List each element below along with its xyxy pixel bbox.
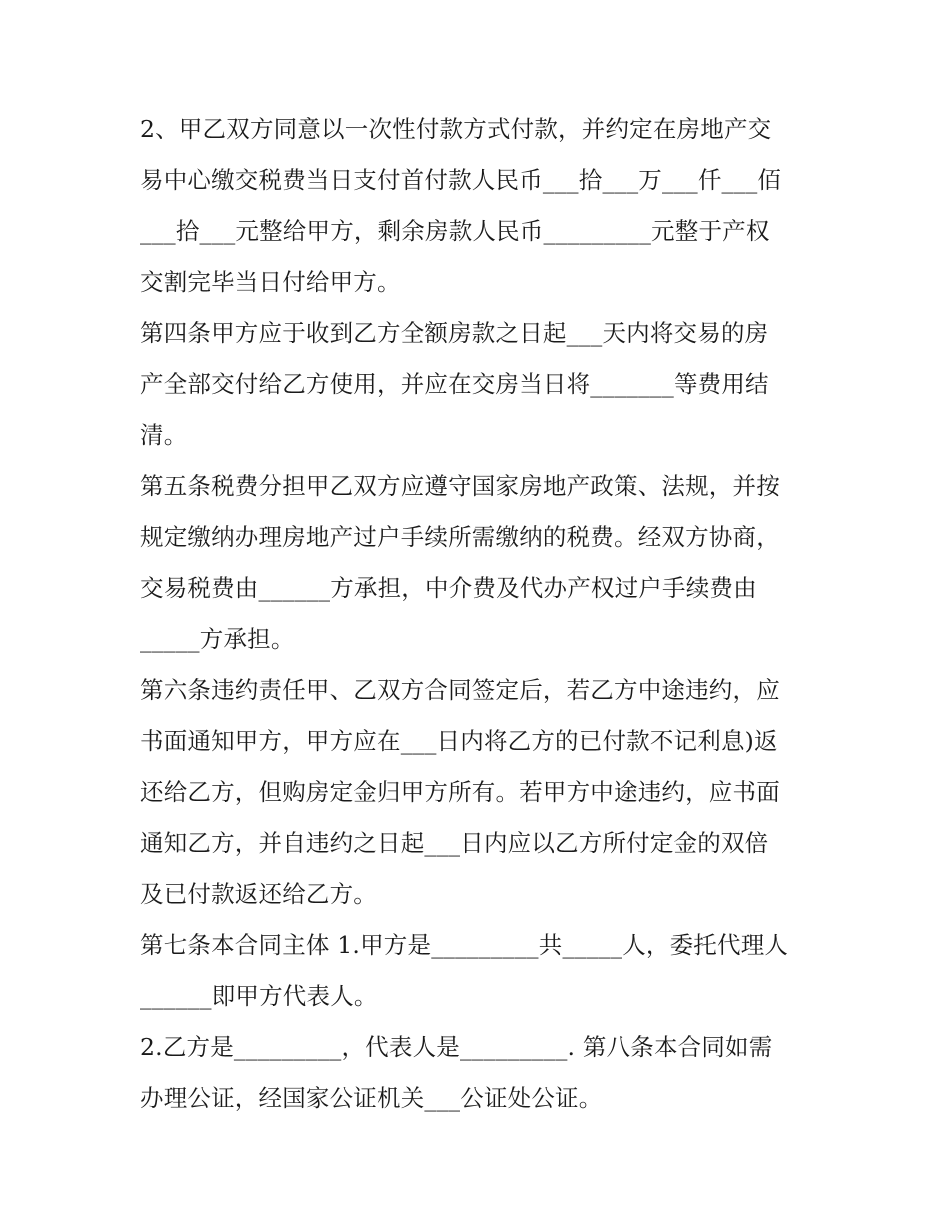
text-line: 2、甲乙双方同意以一次性付款方式付款，并约定在房地产交 [140,115,772,143]
text-line: _____方承担。 [140,625,295,653]
text-line: 交割完毕当日付给甲方。 [140,268,401,296]
text-line: 清。 [140,421,188,449]
text-line: 及已付款返还给乙方。 [140,880,377,908]
text-line: 通知乙方，并自违约之日起___日内应以乙方所付定金的双倍 [140,829,769,857]
text-line: 2.乙方是_________，代表人是_________. 第八条本合同如需 [140,1033,773,1061]
text-line: 易中心缴交税费当日支付首付款人民币___拾___万___仟___佰 [140,166,782,194]
text-line: 书面通知甲方，甲方应在___日内将乙方的已付款不记利息)返 [140,727,778,755]
text-line: ______即甲方代表人。 [140,982,378,1010]
document-body [140,104,815,1124]
text-line: 规定缴纳办理房地产过户手续所需缴纳的税费。经双方协商， [140,523,780,551]
text-line: 第四条甲方应于收到乙方全额房款之日起___天内将交易的房 [140,319,769,347]
text-line: 第五条税费分担甲乙双方应遵守国家房地产政策、法规，并按 [140,472,780,500]
text-line: 第七条本合同主体 1.甲方是_________共_____人，委托代理人 [140,931,789,959]
text-line: ___拾___元整给甲方，剩余房款人民币_________元整于产权 [140,217,770,245]
text-line: 交易税费由______方承担，中介费及代办产权过户手续费由 [140,574,757,602]
text-line: 产全部交付给乙方使用，并应在交房当日将_______等费用结 [140,370,769,398]
text-line: 第六条违约责任甲、乙双方合同签定后，若乙方中途违约，应 [140,676,780,704]
text-line: 办理公证，经国家公证机关___公证处公证。 [140,1084,603,1112]
text-line: 还给乙方，但购房定金归甲方所有。若甲方中途违约，应书面 [140,778,780,806]
